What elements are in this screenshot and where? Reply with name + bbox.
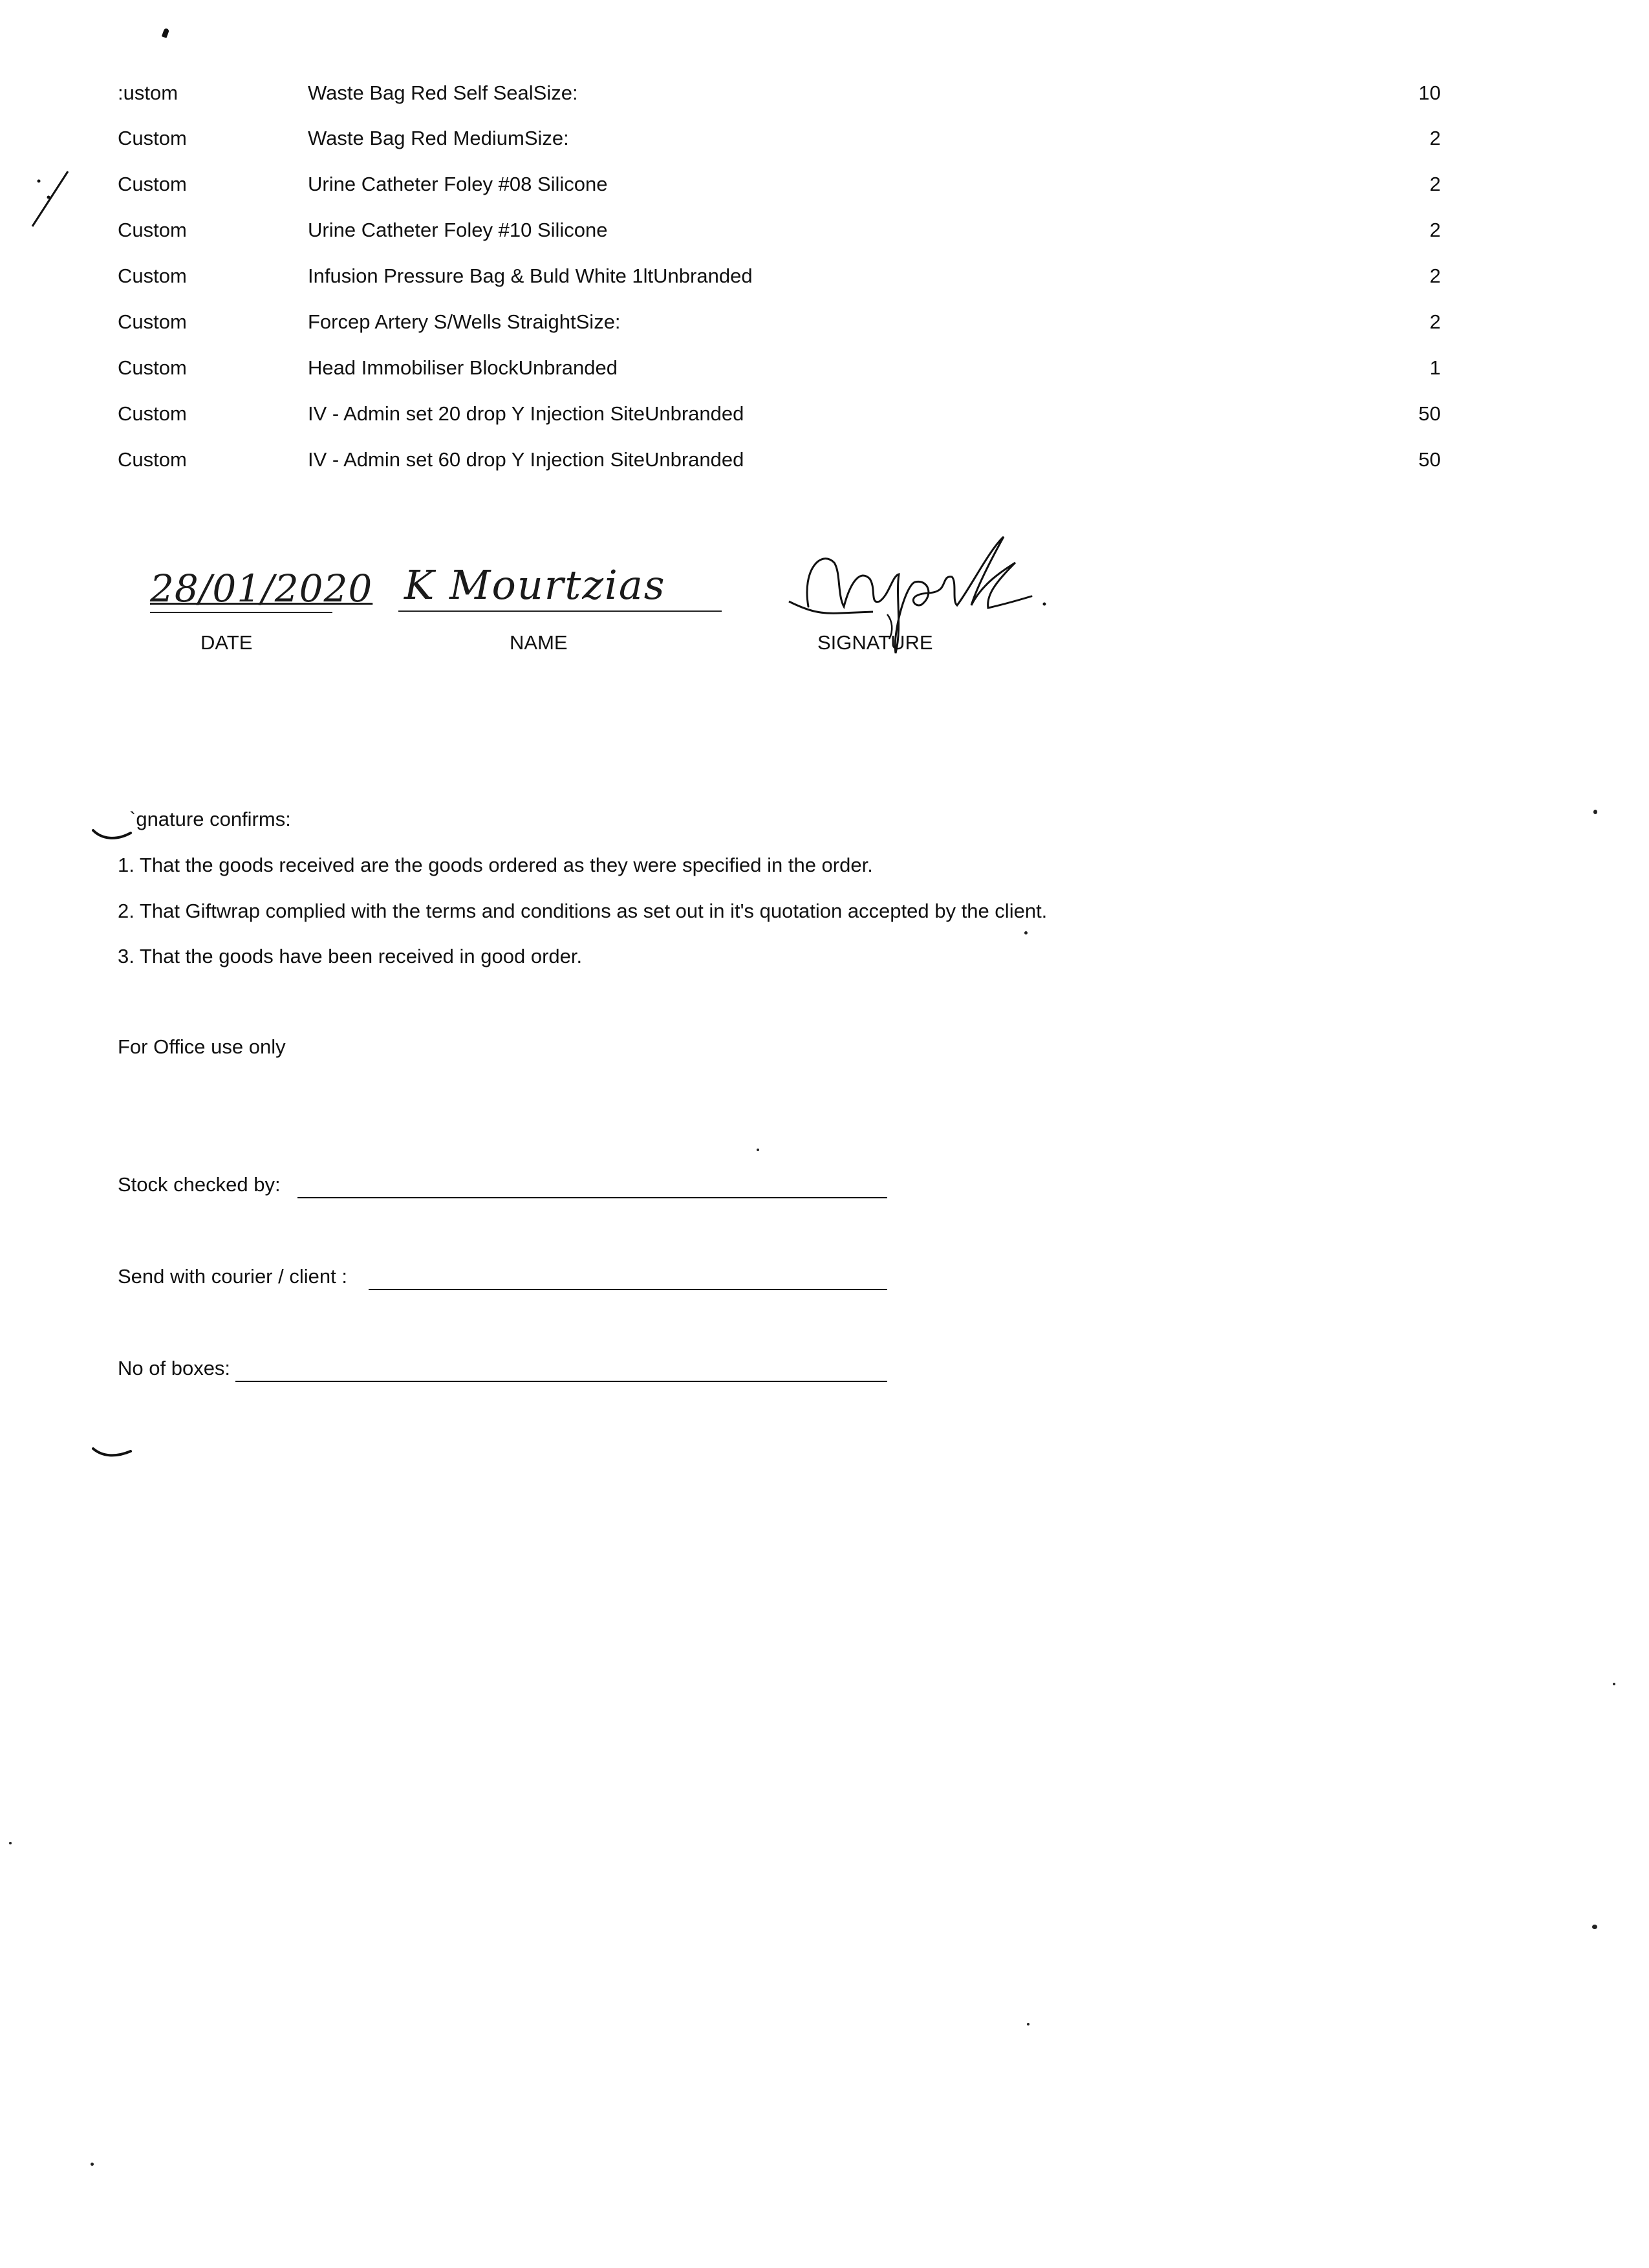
scan-speck [1613,1683,1615,1685]
tick-mark [91,1445,136,1468]
name-label: NAME [510,631,568,654]
scan-speck [1024,931,1028,934]
item-type: Custom [118,402,187,425]
item-quantity: 2 [1429,173,1441,195]
list-item [0,402,1649,438]
date-handwritten: 28/01/2020 [150,567,373,610]
item-type: Custom [118,127,187,149]
item-quantity: 2 [1429,265,1441,287]
item-quantity: 1 [1429,356,1441,379]
item-quantity: 2 [1429,127,1441,149]
item-type: Custom [118,265,187,287]
item-description: Head Immobiliser BlockUnbranded [308,356,618,379]
scan-speck [1027,2023,1029,2025]
scan-speck [1592,1925,1597,1929]
list-item [0,127,1649,163]
name-handwritten: K Mourtzias [404,561,666,609]
item-quantity: 2 [1429,219,1441,241]
confirmation-point: 1. That the goods received are the goods ordered as they were specified in the order. [118,854,873,876]
list-item [0,173,1649,209]
confirmation-heading: `gnature confirms: [129,808,291,830]
name-line [398,610,722,612]
item-type: Custom [118,356,187,379]
item-quantity: 2 [1429,310,1441,333]
item-quantity: 10 [1418,81,1441,104]
item-type: Custom [118,173,187,195]
scan-speck [9,1842,12,1844]
item-description: Urine Catheter Foley #10 Silicone [308,219,608,241]
office-heading: For Office use only [118,1035,286,1058]
item-description: IV - Admin set 20 drop Y Injection SiteUnbranded [308,402,744,425]
item-quantity: 50 [1418,448,1441,471]
item-type: :ustom [118,81,178,104]
item-description: Waste Bag Red MediumSize: [308,127,569,149]
stray-mark-top [162,28,169,38]
list-item [0,356,1649,393]
scan-speck [757,1149,759,1151]
list-item [0,448,1649,484]
scan-speck [91,2163,94,2166]
item-description: IV - Admin set 60 drop Y Injection SiteUnbranded [308,448,744,471]
item-description: Infusion Pressure Bag & Buld White 1ltUnbranded [308,265,753,287]
item-description: Forcep Artery S/Wells StraightSize: [308,310,621,333]
boxes-line [235,1381,887,1382]
list-item [0,219,1649,255]
list-item [0,265,1649,301]
send-with-label: Send with courier / client : [118,1265,347,1288]
item-quantity: 50 [1418,402,1441,425]
item-type: Custom [118,448,187,471]
item-type: Custom [118,219,187,241]
item-description: Urine Catheter Foley #08 Silicone [308,173,608,195]
send-with-line [369,1289,887,1290]
item-description: Waste Bag Red Self SealSize: [308,81,578,104]
signature-label: SIGNATURE [817,631,933,654]
date-label: DATE [200,631,253,654]
list-item [0,81,1649,118]
item-type: Custom [118,310,187,333]
boxes-label: No of boxes: [118,1357,231,1379]
stock-checked-line [297,1197,887,1198]
date-line [150,612,332,613]
scan-speck [1593,810,1597,814]
confirmation-point: 3. That the goods have been received in good order. [118,945,583,967]
stock-checked-label: Stock checked by: [118,1173,281,1196]
list-item [0,310,1649,347]
confirmation-point: 2. That Giftwrap complied with the terms and conditions as set out in it's quotation accepted by the client. [118,900,1048,922]
